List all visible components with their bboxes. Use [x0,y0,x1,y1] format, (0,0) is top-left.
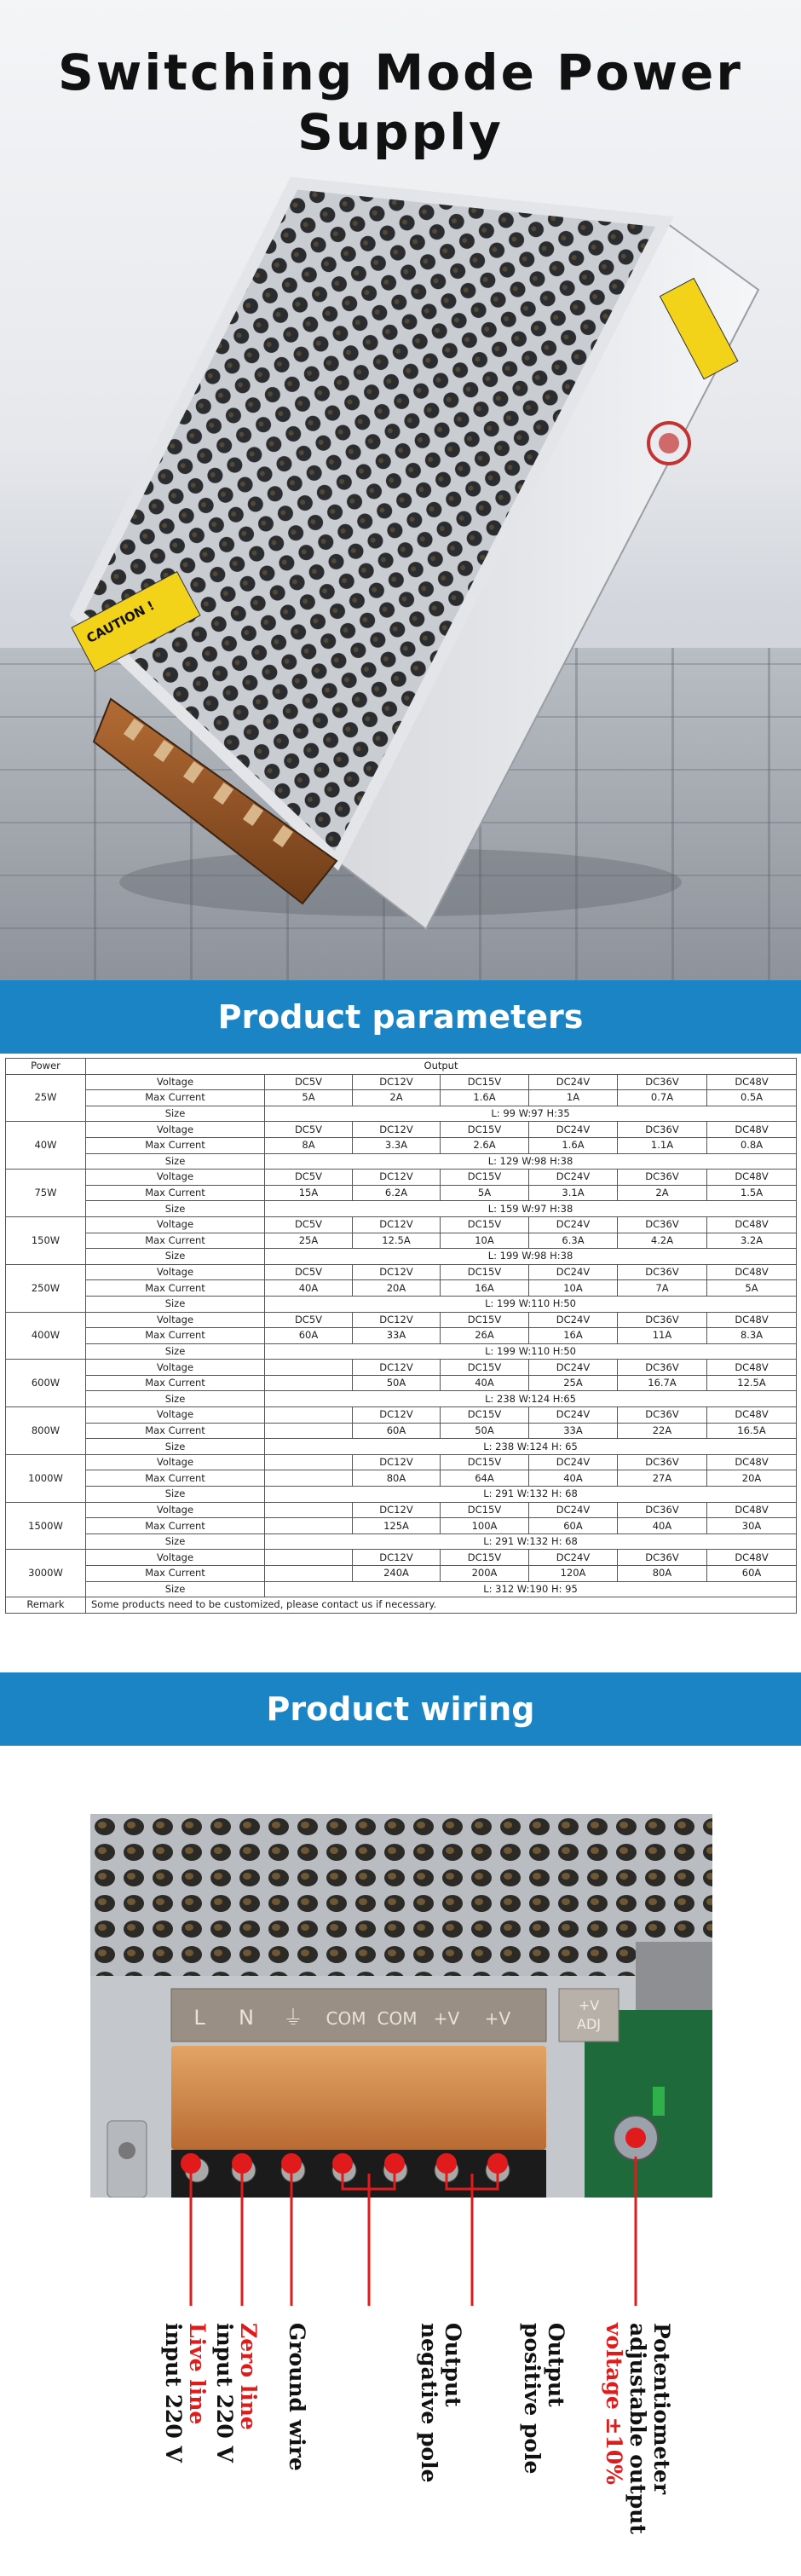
svg-text:L: L [193,2006,205,2030]
current-cell: 12.5A [353,1233,441,1249]
current-cell: 3.3A [353,1137,441,1153]
voltage-cell: DC24V [529,1360,618,1376]
size-label: Size [86,1201,265,1217]
voltage-cell: DC48V [707,1407,797,1424]
voltage-cell: DC5V [265,1170,353,1186]
voltage-cell: DC48V [707,1312,797,1328]
current-cell: 40A [265,1280,353,1297]
voltage-cell: DC48V [707,1074,797,1090]
wiring-label [209,2323,260,2570]
table-row [6,1423,797,1439]
voltage-cell [265,1360,353,1376]
params-heading: Product parameters [0,980,801,1054]
wiring-photo [90,1814,712,2198]
current-cell: 125A [353,1518,441,1534]
wiring-label-line: adjustable output [625,2323,650,2534]
voltage-cell: DC12V [353,1170,441,1186]
size-label: Size [86,1391,265,1407]
current-cell: 33A [353,1328,441,1344]
voltage-cell: DC15V [441,1074,529,1090]
wiring-labels [0,2216,801,2574]
current-cell [265,1423,353,1439]
voltage-cell: DC48V [707,1264,797,1280]
voltage-cell: DC36V [618,1122,707,1138]
table-row [6,1122,797,1138]
current-cell [265,1566,353,1582]
voltage-cell: DC12V [353,1122,441,1138]
remark-row [6,1597,797,1614]
voltage-label: Voltage [86,1360,265,1376]
table-header-row [6,1059,797,1075]
voltage-cell: DC36V [618,1216,707,1233]
size-cell: L: 291 W:132 H: 68 [265,1533,797,1550]
current-cell [265,1375,353,1391]
size-label: Size [86,1296,265,1312]
voltage-label: Voltage [86,1312,265,1328]
current-cell: 1.1A [618,1137,707,1153]
table-row [6,1216,797,1233]
current-cell: 2.6A [441,1137,529,1153]
voltage-cell: DC36V [618,1550,707,1566]
table-row [6,1581,797,1597]
current-cell: 25A [265,1233,353,1249]
current-cell: 26A [441,1328,529,1344]
current-cell: 240A [353,1566,441,1582]
voltage-cell: DC12V [353,1550,441,1566]
current-cell: 6.2A [353,1185,441,1201]
wiring-label-line: positive pole [520,2323,545,2475]
voltage-cell [265,1502,353,1518]
table-row [6,1106,797,1122]
wiring-heading: Product wiring [0,1672,801,1746]
current-cell: 33A [529,1423,618,1439]
voltage-label: Voltage [86,1502,265,1518]
size-cell: L: 99 W:97 H:35 [265,1106,797,1122]
wiring-label-line: Live line [185,2323,210,2425]
voltage-cell: DC12V [353,1407,441,1424]
wiring-label-line: Potentiometer [649,2323,674,2495]
voltage-cell: DC5V [265,1312,353,1328]
current-cell: 1.6A [441,1090,529,1106]
voltage-label: Voltage [86,1454,265,1470]
current-cell: 80A [618,1566,707,1582]
voltage-cell: DC24V [529,1216,618,1233]
size-cell: L: 159 W:97 H:38 [265,1201,797,1217]
current-cell: 16.5A [707,1423,797,1439]
current-cell: 20A [707,1470,797,1487]
voltage-cell: DC5V [265,1264,353,1280]
current-label: Max Current [86,1280,265,1297]
voltage-cell: DC48V [707,1216,797,1233]
current-label: Max Current [86,1328,265,1344]
table-row [6,1533,797,1550]
current-cell: 100A [441,1518,529,1534]
voltage-cell [265,1454,353,1470]
table-row [6,1360,797,1376]
voltage-cell: DC48V [707,1502,797,1518]
current-cell: 22A [618,1423,707,1439]
voltage-cell: DC24V [529,1454,618,1470]
svg-text:⏚: ⏚ [283,2006,303,2030]
power-cell: 3000W [6,1550,86,1597]
table-row [6,1201,797,1217]
current-cell: 60A [265,1328,353,1344]
current-cell: 40A [529,1470,618,1487]
table-row [6,1153,797,1170]
current-cell: 12.5A [707,1375,797,1391]
current-cell: 200A [441,1566,529,1582]
power-cell: 250W [6,1264,86,1312]
voltage-cell: DC36V [618,1502,707,1518]
table-row [6,1090,797,1106]
current-cell: 4.2A [618,1233,707,1249]
svg-text:COM: COM [326,2008,366,2029]
voltage-cell: DC5V [265,1216,353,1233]
voltage-cell: DC15V [441,1454,529,1470]
current-label: Max Current [86,1423,265,1439]
voltage-cell: DC5V [265,1122,353,1138]
voltage-label: Voltage [86,1550,265,1566]
power-cell: 40W [6,1122,86,1170]
size-label: Size [86,1343,265,1360]
header-output: Output [86,1059,797,1075]
svg-text:ADJ: ADJ [577,2016,601,2032]
current-cell: 5A [707,1280,797,1297]
current-cell: 0.5A [707,1090,797,1106]
svg-text:N: N [239,2006,254,2030]
wiring-label-line: input 220 V [212,2323,237,2463]
current-cell: 8.3A [707,1328,797,1344]
current-cell: 7A [618,1280,707,1297]
table-row [6,1439,797,1455]
size-label: Size [86,1581,265,1597]
voltage-cell: DC15V [441,1170,529,1186]
power-cell: 1500W [6,1502,86,1550]
table-row [6,1343,797,1360]
current-cell: 40A [441,1375,529,1391]
current-cell: 50A [353,1375,441,1391]
voltage-cell: DC12V [353,1454,441,1470]
voltage-cell: DC15V [441,1312,529,1328]
current-label: Max Current [86,1137,265,1153]
voltage-cell: DC36V [618,1454,707,1470]
current-cell: 50A [441,1423,529,1439]
wiring-label-line: voltage ±10% [602,2323,626,2486]
voltage-cell [265,1407,353,1424]
current-cell: 0.8A [707,1137,797,1153]
voltage-cell: DC48V [707,1550,797,1566]
power-cell: 800W [6,1407,86,1455]
voltage-label: Voltage [86,1264,265,1280]
size-cell: L: 238 W:124 H: 65 [265,1439,797,1455]
current-label: Max Current [86,1185,265,1201]
table-row [6,1566,797,1582]
voltage-cell: DC15V [441,1360,529,1376]
voltage-cell: DC12V [353,1074,441,1090]
voltage-cell: DC36V [618,1264,707,1280]
table-row [6,1296,797,1312]
voltage-cell: DC24V [529,1170,618,1186]
voltage-cell: DC36V [618,1360,707,1376]
current-cell: 30A [707,1518,797,1534]
svg-text:+V: +V [484,2008,511,2029]
voltage-label: Voltage [86,1170,265,1186]
current-cell [265,1518,353,1534]
wiring-label [257,2323,308,2570]
voltage-label: Voltage [86,1407,265,1424]
spec-table [5,1058,797,1614]
voltage-label: Voltage [86,1122,265,1138]
size-label: Size [86,1153,265,1170]
current-label: Max Current [86,1470,265,1487]
current-cell: 6.3A [529,1233,618,1249]
power-cell: 150W [6,1216,86,1264]
table-row [6,1502,797,1518]
voltage-cell: DC15V [441,1550,529,1566]
current-cell: 60A [529,1518,618,1534]
voltage-cell: DC12V [353,1216,441,1233]
wiring-label-line: Ground wire [285,2323,309,2471]
table-row [6,1328,797,1344]
current-label: Max Current [86,1090,265,1106]
current-label: Max Current [86,1375,265,1391]
wiring-label-line: negative pole [417,2323,441,2483]
voltage-cell: DC24V [529,1502,618,1518]
power-cell: 1000W [6,1454,86,1502]
current-cell: 3.2A [707,1233,797,1249]
table-row [6,1280,797,1297]
voltage-cell: DC12V [353,1264,441,1280]
voltage-cell: DC48V [707,1360,797,1376]
power-cell: 25W [6,1074,86,1122]
size-label: Size [86,1533,265,1550]
table-row [6,1407,797,1424]
current-cell: 15A [265,1185,353,1201]
current-cell: 2A [353,1090,441,1106]
size-cell: L: 129 W:98 H:38 [265,1153,797,1170]
voltage-cell: DC15V [441,1216,529,1233]
voltage-cell: DC24V [529,1074,618,1090]
current-cell: 8A [265,1137,353,1153]
power-cell: 400W [6,1312,86,1360]
current-cell: 10A [529,1280,618,1297]
current-cell: 5A [265,1090,353,1106]
table-row [6,1137,797,1153]
voltage-cell: DC36V [618,1407,707,1424]
header-power: Power [6,1059,86,1075]
current-cell: 64A [441,1470,529,1487]
current-cell: 120A [529,1566,618,1582]
current-label: Max Current [86,1566,265,1582]
current-cell: 10A [441,1233,529,1249]
current-cell: 3.1A [529,1185,618,1201]
spec-table-body [6,1059,797,1614]
table-row [6,1454,797,1470]
power-cell: 600W [6,1360,86,1407]
table-row [6,1170,797,1186]
current-cell: 1.6A [529,1137,618,1153]
voltage-label: Voltage [86,1216,265,1233]
voltage-cell: DC24V [529,1550,618,1566]
voltage-cell: DC36V [618,1074,707,1090]
voltage-cell: DC12V [353,1312,441,1328]
current-cell: 1.5A [707,1185,797,1201]
table-row [6,1074,797,1090]
table-row [6,1185,797,1201]
table-row [6,1375,797,1391]
wiring-label [602,2323,674,2570]
size-cell: L: 238 W:124 H:65 [265,1391,797,1407]
current-label: Max Current [86,1233,265,1249]
voltage-cell: DC15V [441,1122,529,1138]
current-cell: 60A [707,1566,797,1582]
svg-text:CAUTION !: CAUTION ! [84,598,158,647]
table-row [6,1249,797,1265]
wiring-label [516,2323,568,2570]
wiring-label-line: input 220 V [161,2323,186,2463]
current-cell: 16A [441,1280,529,1297]
wiring-label-line: Output [544,2323,568,2407]
voltage-cell: DC48V [707,1122,797,1138]
voltage-cell: DC24V [529,1264,618,1280]
power-cell: 75W [6,1170,86,1217]
voltage-cell: DC12V [353,1502,441,1518]
size-label: Size [86,1249,265,1265]
voltage-cell: DC24V [529,1122,618,1138]
hero-section [0,0,801,980]
table-row [6,1391,797,1407]
voltage-cell: DC36V [618,1170,707,1186]
current-cell: 20A [353,1280,441,1297]
svg-text:COM: COM [377,2008,418,2029]
voltage-cell: DC48V [707,1170,797,1186]
hero-title: Switching Mode Power Supply [57,43,743,161]
current-cell: 1A [529,1090,618,1106]
voltage-cell: DC12V [353,1360,441,1376]
voltage-cell: DC15V [441,1264,529,1280]
voltage-cell: DC24V [529,1407,618,1424]
table-row [6,1550,797,1566]
current-cell: 5A [441,1185,529,1201]
current-cell: 25A [529,1375,618,1391]
voltage-cell: DC5V [265,1074,353,1090]
current-cell: 11A [618,1328,707,1344]
voltage-cell: DC48V [707,1454,797,1470]
size-cell: L: 291 W:132 H: 68 [265,1487,797,1503]
current-cell: 0.7A [618,1090,707,1106]
voltage-cell: DC36V [618,1312,707,1328]
wiring-label-line: Output [441,2323,465,2407]
voltage-label: Voltage [86,1074,265,1090]
current-cell: 16.7A [618,1375,707,1391]
remark-text: Some products need to be customized, please contact us if necessary. [86,1597,797,1614]
size-cell: L: 199 W:110 H:50 [265,1343,797,1360]
current-cell: 80A [353,1470,441,1487]
current-label: Max Current [86,1518,265,1534]
voltage-cell: DC24V [529,1312,618,1328]
size-cell: L: 312 W:190 H: 95 [265,1581,797,1597]
table-row [6,1470,797,1487]
table-row [6,1264,797,1280]
current-cell: 16A [529,1328,618,1344]
size-label: Size [86,1439,265,1455]
current-cell: 2A [618,1185,707,1201]
table-row [6,1518,797,1534]
svg-text:+V: +V [433,2008,460,2029]
table-row [6,1233,797,1249]
remark-label: Remark [6,1597,86,1614]
wiring-label [158,2323,209,2570]
voltage-cell: DC15V [441,1502,529,1518]
current-cell: 27A [618,1470,707,1487]
table-row [6,1487,797,1503]
wiring-label-line: Zero line [236,2323,261,2430]
current-cell: 40A [618,1518,707,1534]
voltage-cell [265,1550,353,1566]
svg-text:+V: +V [578,1997,600,2013]
size-label: Size [86,1106,265,1122]
current-cell: 60A [353,1423,441,1439]
size-cell: L: 199 W:110 H:50 [265,1296,797,1312]
table-row [6,1312,797,1328]
wiring-label [413,2323,464,2570]
current-cell [265,1470,353,1487]
size-label: Size [86,1487,265,1503]
size-cell: L: 199 W:98 H:38 [265,1249,797,1265]
voltage-cell: DC15V [441,1407,529,1424]
